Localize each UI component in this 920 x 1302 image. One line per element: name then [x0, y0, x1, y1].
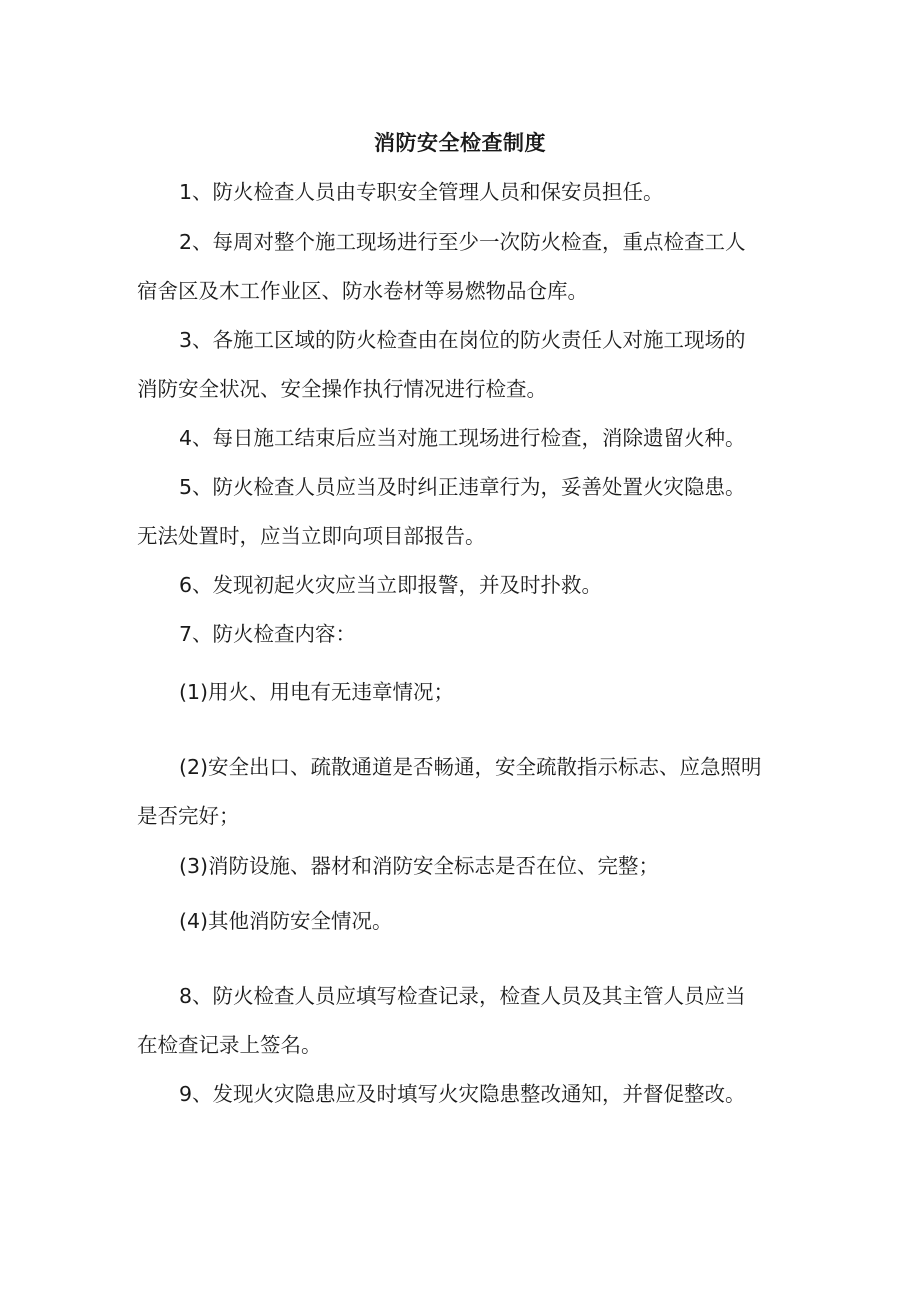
paragraph-line: 8、防火检查人员应填写检查记录，检查人员及其主管人员应当 — [179, 984, 746, 1008]
paragraph-line: 1、防火检查人员由专职安全管理人员和保安员担任。 — [179, 180, 664, 204]
paragraph-line: 消防安全状况、安全操作执行情况进行检查。 — [137, 377, 547, 401]
paragraph-4 — [137, 414, 787, 463]
paragraph-line: (3)消防设施、器材和消防安全标志是否在位、完整； — [179, 854, 660, 878]
paragraph-line: 是否完好； — [137, 804, 240, 828]
paragraph-check-2 — [137, 743, 787, 841]
paragraph-line: (1)用火、用电有无违章情况； — [179, 680, 455, 704]
paragraph-line: 5、防火检查人员应当及时纠正违章行为，妥善处置火灾隐患。 — [179, 475, 746, 499]
paragraph-line: 在检查记录上签名。 — [137, 1033, 322, 1057]
paragraph-6 — [137, 561, 787, 610]
paragraph-1 — [137, 168, 787, 217]
paragraph-line: 宿舍区及木工作业区、防水卷材等易燃物品仓库。 — [137, 279, 588, 303]
paragraph-line: 4、每日施工结束后应当对施工现场进行检查，消除遗留火种。 — [179, 426, 746, 450]
paragraph-line: (4)其他消防安全情况。 — [179, 909, 393, 933]
paragraph-line: 7、防火检查内容： — [179, 622, 357, 646]
paragraph-line: 2、每周对整个施工现场进行至少一次防火检查，重点检查工人 — [179, 230, 746, 254]
paragraph-line: 6、发现初起火灾应当立即报警，并及时扑救。 — [179, 573, 603, 597]
paragraph-line: 9、发现火灾隐患应及时填写火灾隐患整改通知，并督促整改。 — [179, 1082, 746, 1106]
paragraph-check-4 — [137, 897, 787, 946]
paragraph-3 — [137, 316, 787, 414]
paragraph-5 — [137, 463, 787, 561]
paragraph-check-3 — [137, 842, 787, 891]
paragraph-2 — [137, 218, 787, 316]
paragraph-line: (2)安全出口、疏散通道是否畅通，安全疏散指示标志、应急照明 — [179, 755, 762, 779]
paragraph-7 — [137, 610, 787, 659]
paragraph-line: 3、各施工区域的防火检查由在岗位的防火责任人对施工现场的 — [179, 328, 746, 352]
paragraph-8 — [137, 972, 787, 1070]
page-title: 消防安全检查制度 — [374, 131, 546, 155]
paragraph-9 — [137, 1070, 787, 1119]
paragraph-line: 无法处置时，应当立即向项目部报告。 — [137, 524, 486, 548]
paragraph-check-1 — [137, 668, 787, 717]
